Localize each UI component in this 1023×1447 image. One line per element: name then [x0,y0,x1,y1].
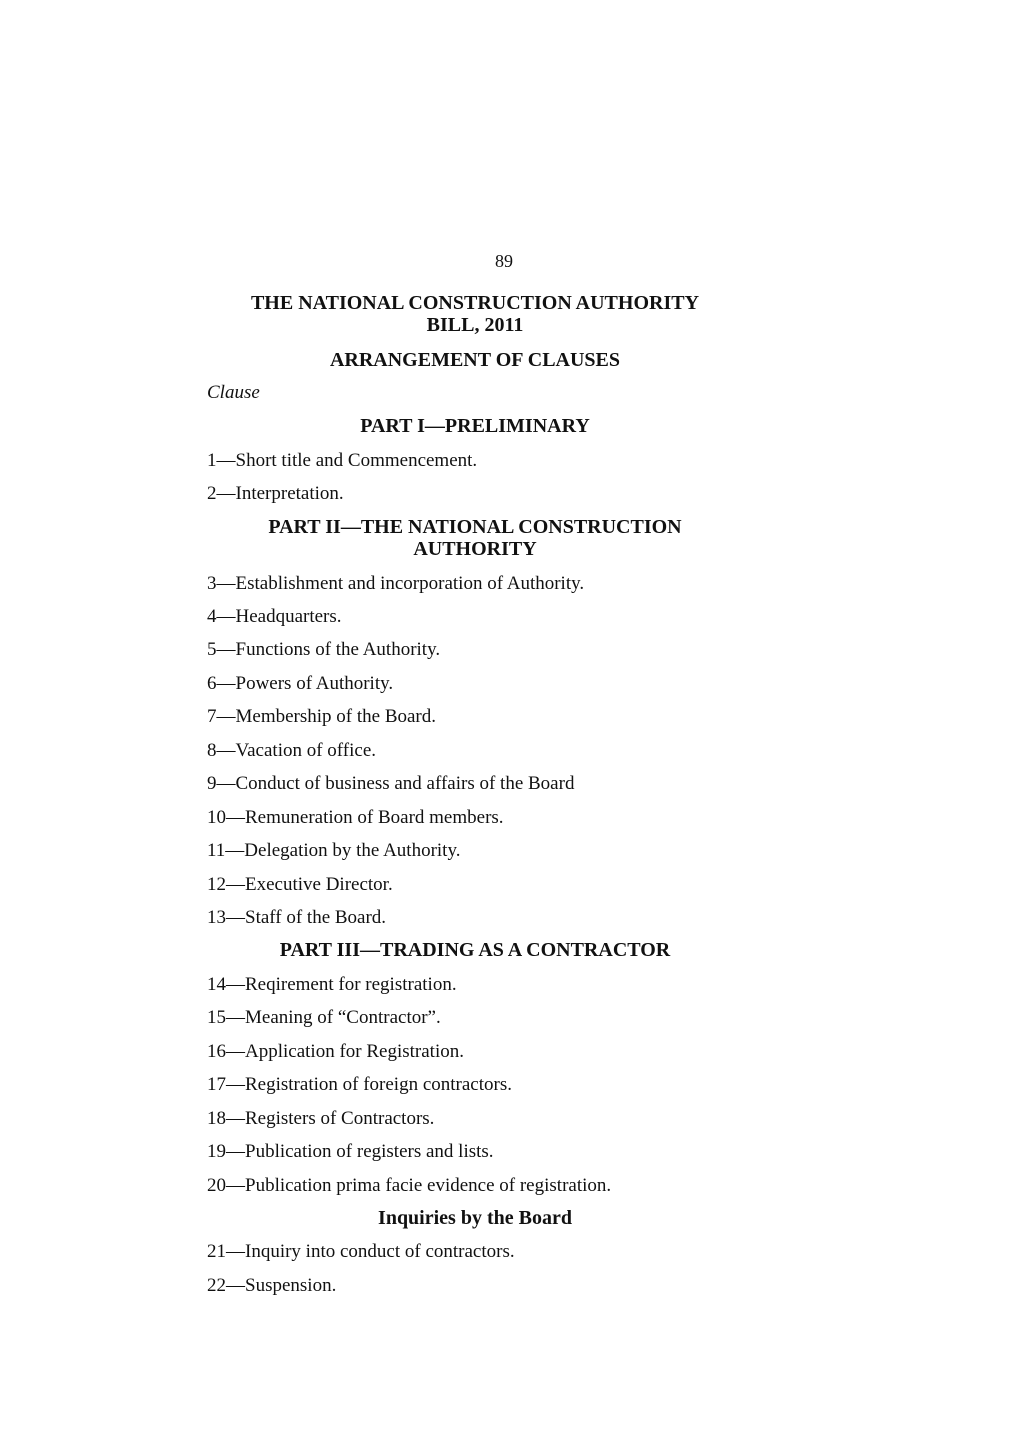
clause-item: 20—Publication prima facie evidence of registration. [207,1175,612,1196]
part-3-heading: PART III—TRADING AS A CONTRACTOR [279,939,671,961]
bill-title [0,292,950,336]
bill-title-line-1: THE NATIONAL CONSTRUCTION AUTHORITY [250,292,700,314]
clause-item: 1—Short title and Commencement. [207,450,478,471]
part-2-heading-line-1: PART II—THE NATIONAL CONSTRUCTION [268,516,682,538]
clause-column-label: Clause [207,382,260,403]
clause-item: 6—Powers of Authority. [207,673,394,694]
clause-item: 8—Vacation of office. [207,740,377,761]
part-2-heading [0,516,950,560]
clause-item: 19—Publication of registers and lists. [207,1141,494,1162]
clause-item: 2—Interpretation. [207,483,344,504]
clause-item: 9—Conduct of business and affairs of the Board [207,773,575,794]
bill-title-line-2: BILL, 2011 [426,314,524,336]
clause-item: 17—Registration of foreign contractors. [207,1074,512,1095]
clause-item: 11—Delegation by the Authority. [207,840,461,861]
clause-item: 15—Meaning of “Contractor”. [207,1007,441,1028]
clause-item: 4—Headquarters. [207,606,342,627]
clause-item: 7—Membership of the Board. [207,706,437,727]
clause-item: 10—Remuneration of Board members. [207,807,504,828]
clause-item: 16—Application for Registration. [207,1041,464,1062]
clause-item: 12—Executive Director. [207,874,393,895]
clause-item: 13—Staff of the Board. [207,907,387,928]
page-number: 89 [495,251,513,271]
clause-item: 14—Reqirement for registration. [207,974,457,995]
arrangement-heading: ARRANGEMENT OF CLAUSES [329,349,621,371]
inquiries-heading: Inquiries by the Board [378,1207,572,1229]
clause-item: 5—Functions of the Authority. [207,639,441,660]
clause-item: 22—Suspension. [207,1275,337,1296]
clause-item: 18—Registers of Contractors. [207,1108,435,1129]
clause-item: 21—Inquiry into conduct of contractors. [207,1241,515,1262]
clause-item: 3—Establishment and incorporation of Authority. [207,573,585,594]
part-2-heading-line-2: AUTHORITY [413,538,537,560]
part-1-heading: PART I—PRELIMINARY [360,415,590,437]
